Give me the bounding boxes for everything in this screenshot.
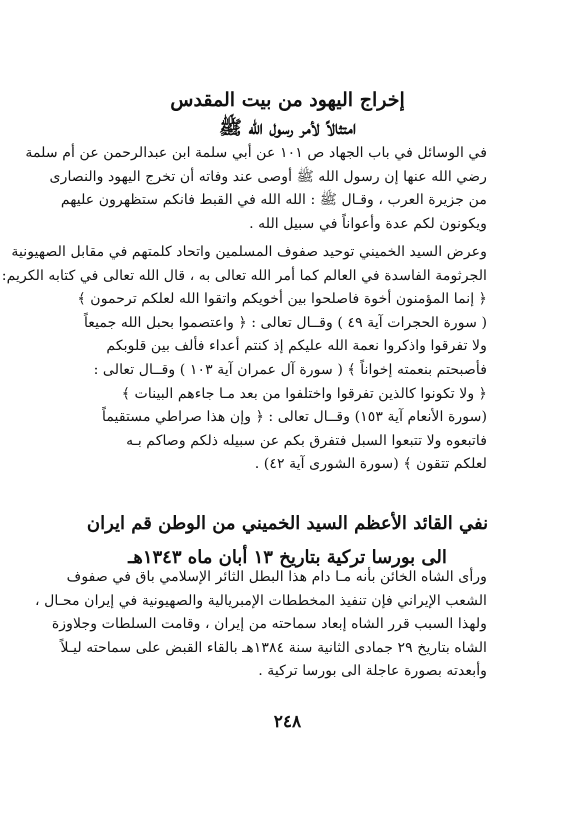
section-title-1-line-2: امتثالاً لأمر رسول الله ﷺ bbox=[218, 117, 356, 139]
text-line: ( سورة الحجرات آية ٤٩ ) وقــال تعالى : ﴿ واعتصموا بحبل الله جميعاً bbox=[83, 314, 487, 331]
text-line: ﴿ ولا تكونوا كالذين تفرقوا واختلفوا من بعد مـا جاءهم البينات ﴾ bbox=[121, 385, 487, 402]
text-line: ولا تفرقوا واذكروا نعمة الله عليكم إذ كنتم أعداء فألف بين قلوبكم bbox=[106, 338, 487, 355]
text-line: الشاه بتاريخ ٢٩ جمادى الثانية سنة ١٣٨٤هـ بالقاء القبض على سماحته ليـلاً bbox=[60, 639, 487, 656]
text-line: وعرض السيد الخميني توحيد صفوف المسلمين واتحاد كلمتهم في مقابل الصهيونية bbox=[11, 244, 487, 260]
text-line: رضي الله عنها إن رسول الله ﷺ أوصى عند وفاته أن تخرج اليهود والنصارى bbox=[49, 168, 487, 185]
paragraph-1 bbox=[25, 142, 487, 236]
paragraph-3 bbox=[35, 566, 487, 684]
page-number: ٢٤٨ bbox=[273, 712, 302, 732]
section-title-2 bbox=[60, 507, 515, 575]
text-line: فأصبحتم بنعمته إخواناً ﴾ ( سورة آل عمران آية ١٠٣ ) وقــال تعالى : bbox=[93, 361, 487, 378]
text-line: لعلكم تتقون ﴾ (سورة الشورى آية ٤٢) . bbox=[254, 456, 487, 473]
text-line: ﴿ إنما المؤمنون أخوة فاصلحوا بين أخويكم واتقوا الله لعلكم ترحمون ﴾ bbox=[77, 291, 487, 308]
text-line: وأبعدته بصورة عاجلة الى بورسا تركية . bbox=[258, 663, 487, 680]
section-title-1-line-1: إخراج اليهود من بيت المقدس bbox=[170, 89, 405, 111]
text-line: ورأى الشاه الخائن بأنه مـا دام هذا البطل الثائر الإسلامي باق في صفوف bbox=[66, 569, 487, 585]
section-title-2-line-1: نفي القائد الأعظم السيد الخميني من الوطن قم ايران bbox=[86, 513, 489, 534]
text-line: فاتبعوه ولا تتبعوا السبل فتفرق بكم عن سبيله ذلكم وصاكم بـه bbox=[126, 432, 487, 449]
text-line: الشعب الإيراني فإن تنفيذ المخططات الإمبريالية والصهيونية في إيران محـال ، bbox=[35, 592, 487, 609]
text-line: (سورة الأنعام آية ١٥٣) وقــال تعالى : ﴿ وإن هذا صراطي مستقيماً bbox=[102, 409, 487, 426]
text-line: من جزيرة العرب ، وقـال ﷺ : الله الله في القبط فانكم ستظهرون عليهم bbox=[60, 192, 487, 209]
text-line: ويكونون لكم عدة وأعواناً في سبيل الله . bbox=[249, 215, 487, 232]
section-title-2-line-2: الى بورسا تركية بتاريخ ١٣ أبان ماه ١٣٤٣هـ bbox=[128, 547, 447, 568]
text-line: ولهذا السبب قرر الشاه إبعاد سماحته من إيران ، وقامت السلطات وجلاوزة bbox=[51, 616, 487, 633]
section-title-1 bbox=[60, 86, 515, 142]
paragraph-2 bbox=[1, 241, 487, 477]
text-line: في الوسائل في باب الجهاد ص ١٠١ عن أبي سلمة ابن عبدالرحمن عن أم سلمة bbox=[25, 145, 487, 161]
text-line: الجرثومة الفاسدة في العالم كما أمر الله تعالى به ، قال الله تعالى في كتابه الكريم: bbox=[1, 267, 487, 284]
